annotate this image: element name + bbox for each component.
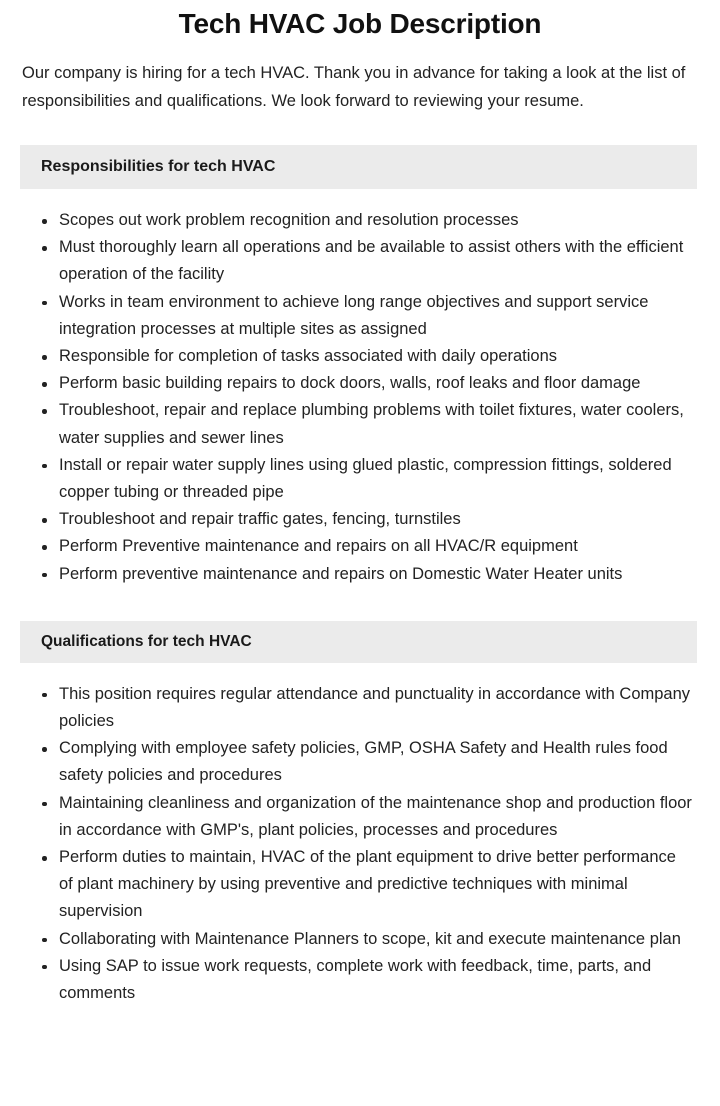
section-heading-label: Qualifications for tech HVAC [41,632,252,650]
list-item: Works in team environment to achieve long range objectives and support service integration processes at multiple sites as assigned [0,289,720,343]
page-title: Tech HVAC Job Description [178,8,542,39]
list-item: Using SAP to issue work requests, complete work with feedback, time, parts, and comments [0,953,720,1007]
responsibilities-list [0,189,720,588]
list-item: Perform duties to maintain, HVAC of the plant equipment to drive better performance of plant machinery by using preventive and predictive techniques with minimal supervision [0,844,720,926]
list-item: Collaborating with Maintenance Planners to scope, kit and execute maintenance plan [0,926,720,953]
list-item: Complying with employee safety policies, GMP, OSHA Safety and Health rules food safety policies and procedures [0,735,720,789]
list-item: Must thoroughly learn all operations and be available to assist others with the efficient operation of the facility [0,234,720,288]
section-header-qualifications [20,621,697,663]
list-item: Maintaining cleanliness and organization of the maintenance shop and production floor in accordance with GMP's, plant policies, processes and procedures [0,790,720,844]
list-item: Perform preventive maintenance and repairs on Domestic Water Heater units [0,561,720,588]
section-qualifications [0,621,720,1007]
list-item: Install or repair water supply lines using glued plastic, compression fittings, soldered copper tubing or threaded pipe [0,452,720,506]
list-item: Scopes out work problem recognition and resolution processes [0,207,720,234]
list-item: This position requires regular attendance and punctuality in accordance with Company policies [0,681,720,735]
list-item: Responsible for completion of tasks associated with daily operations [0,343,720,370]
list-item: Perform Preventive maintenance and repairs on all HVAC/R equipment [0,533,720,560]
qualifications-list [0,663,720,1007]
list-item: Perform basic building repairs to dock doors, walls, roof leaks and floor damage [0,370,720,397]
intro-paragraph: Our company is hiring for a tech HVAC. Thank you in advance for taking a look at the list of responsibilities and qualifications. We look forward to reviewing your resume. [22,64,686,110]
list-item: Troubleshoot and repair traffic gates, fencing, turnstiles [0,506,720,533]
list-item: Troubleshoot, repair and replace plumbing problems with toilet fixtures, water coolers, water supplies and sewer lines [0,397,720,451]
section-heading-label: Responsibilities for tech HVAC [41,158,276,175]
section-header-responsibilities [20,145,697,189]
section-responsibilities [0,145,720,588]
